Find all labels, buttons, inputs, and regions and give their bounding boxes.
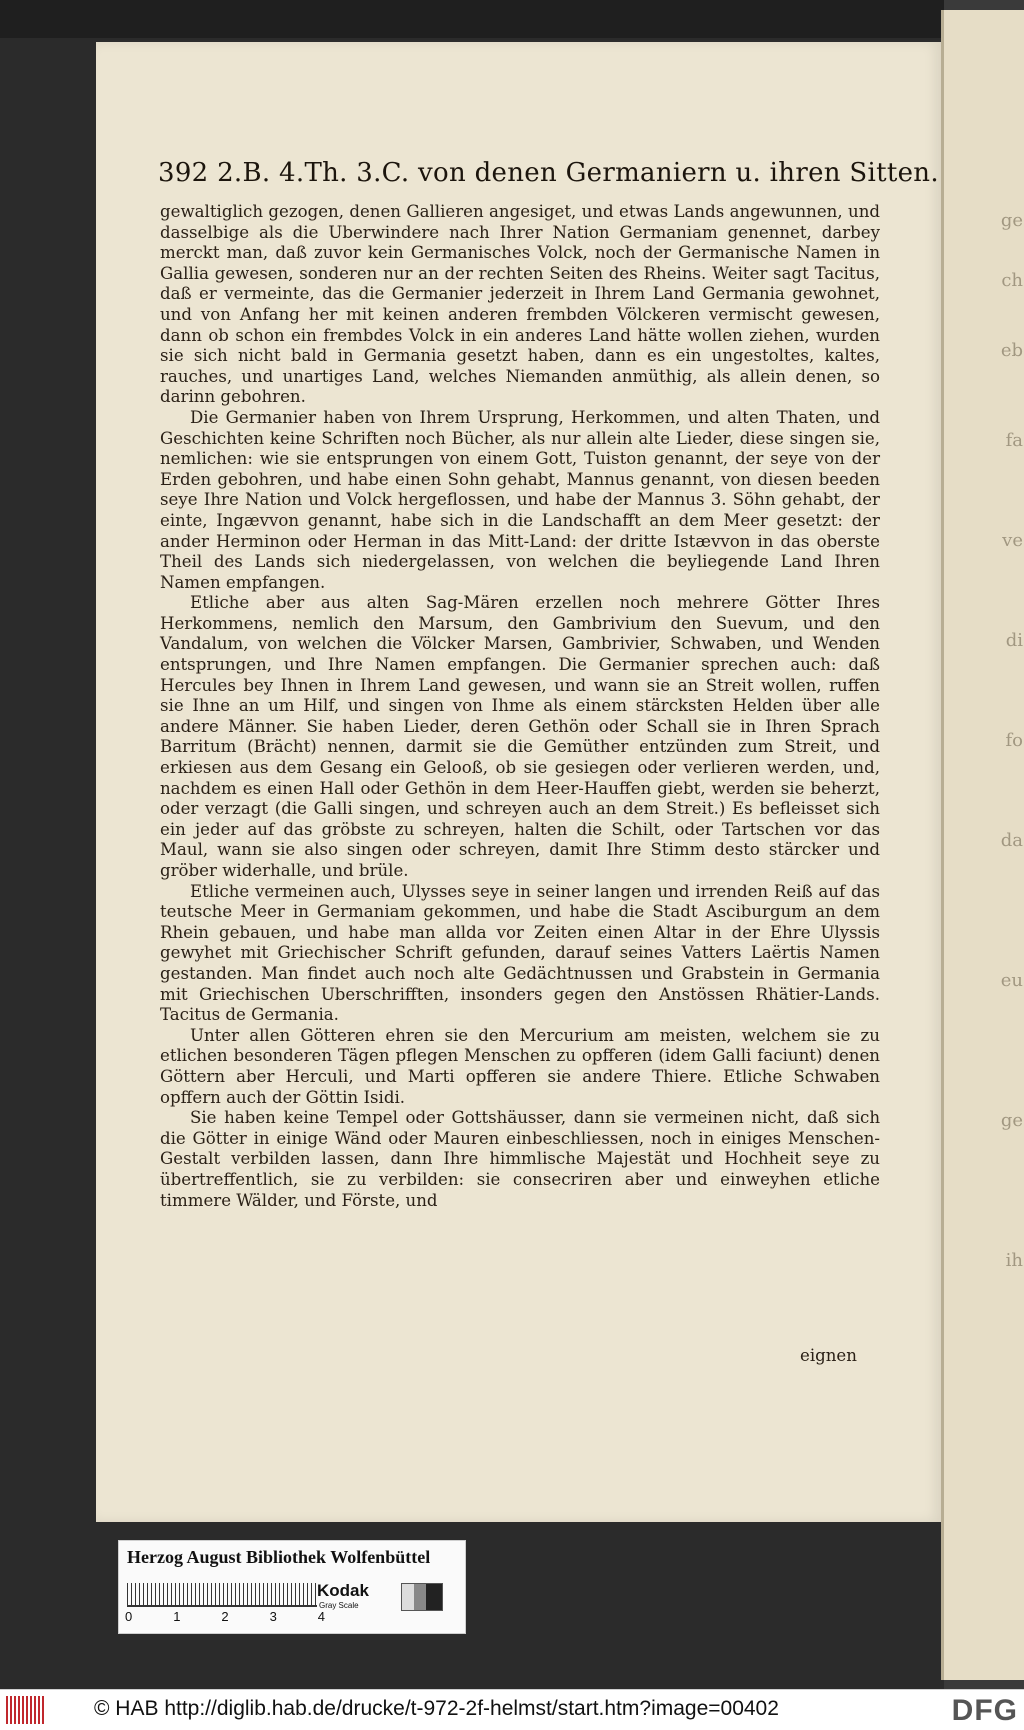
hab-logo-icon [6,1696,46,1724]
paragraph-4: Etliche vermeinen auch, Ulysses seye in seiner langen und irrenden Reiß auf das teutsche Meer in Germaniam gekommen, und habe die Stadt Asciburgum an dem Rhein gebauen, und habe man allda vor Zeiten einen Altar in der Ehre Ulyssis gewyhet mit Griechischer Schrift gefunden, darauf seines Vatters Laërtis Namen gestanden. Man findet auch noch alte Gedächtnussen und Grabstein in Germania mit Griechischen Uberschrifften, insonders gegen den Anstössen Rhätier-Lands. Tacitus de Germania. [160,881,880,1025]
ruler-scale [127,1583,317,1607]
paragraph-5: Unter allen Götteren ehren sie den Mercurium am meisten, welchem sie zu etlichen besonderen Tägen pflegen Menschen zu opfferen (idem Galli faciunt) denen Göttern aber Herculi, und Marti opfferen sie andere Thiere. Etliche Schwaben opffern auch der Göttin Isidi. [160,1025,880,1107]
ruler-mark: 0 [125,1609,133,1624]
ruler-mark: 2 [221,1609,229,1624]
gray-swatch [401,1583,443,1611]
ruler-mark: 4 [317,1609,325,1624]
running-header: 392 2.B. 4.Th. 3.C. von denen Germaniern u. ihren Sitten. [158,158,939,188]
paragraph-6: Sie haben keine Tempel oder Gottshäusser, dann sie vermeinen nicht, daß sich die Götter in einige Wänd oder Mauren einbeschliessen, noch in einiges Menschen-Gestalt verbilden lassen, dann Ihre himmlische Majestät und Hochheit seye zu übertreffentlich, sie zu verbilden: sie consecriren aber und einweyhen etliche timmere Wälder, und Förste, und [160,1108,880,1210]
ruler-labels [125,1609,325,1624]
color-calibration-card [118,1540,466,1634]
footer-bar [0,1689,1024,1730]
dfg-logo: DFG [951,1694,1018,1727]
adjacent-page-edge: ge ch eb fa ve di fo da eu ge ih [941,10,1024,1680]
footer-citation-link[interactable]: © HAB http://diglib.hab.de/drucke/t-972-2f-helmst/start.htm?image=00402 [94,1697,779,1720]
paragraph-1: gewaltiglich gezogen, denen Gallieren angesiget, und etwas Lands angewunnen, und dasselbige als die Uberwindere nach Ihrer Nation Germaniam genennet, darbey merckt man, daß zuvor kein Germanisches Volck, noch der Germanische Namen in Gallia gewesen, sonderen nur an der rechten Seiten des Rheins. Weiter sagt Tacitus, daß er vermeinte, das die Germanier jederzeit in Ihrem Land Germania gewohnet, und von Anfang her mit keinen anderen frembden Völckeren vermischt gewesen, dann ob schon ein frembdes Volck in ein anderes Land hätte wollen ziehen, wurden sie sich nicht bald in Germania gesetzt haben, dann es ein ungestoltes, kaltes, rauches, und unartiges Land, welches Niemanden anmüthig, als allein denen, so darinn gebohren. [160,202,880,407]
gray-scale-label: Gray Scale [319,1601,359,1610]
body-text [160,202,880,1211]
paragraph-3: Etliche aber aus alten Sag-Mären erzellen noch mehrere Götter Ihres Herkommens, nemlich den Marsum, den Gambrivium den Suevum, und den Vandalum, von welchen die Völcker Marsen, Gambrivier, Schwaben, und Wenden entsprungen, und Ihre Namen empfangen. Die Germanier sprechen auch: daß Hercules bey Ihnen in Ihrem Land gewesen, und wann sie an Streit wollen, ruffen sie Ihne an um Hilf, und singen von Ihme als einem stärcksten Helden über alle andere Männer. Sie haben Lieder, deren Gethön oder Schall sie in Ihren Sprach Barritum (Brächt) nennen, darmit sie die Gemüther entzünden zum Streit, und erkiesen aus dem Gesang ein Gelooß, ob sie gesiegen oder verlieren werden, und, nachdem es einen Hall oder Gethön in dem Heer-Hauffen giebt, werden sie beherzt, oder verzagt (die Galli singen, und schreyen auch an dem Streit.) Es befleisset sich ein jeder auf das gröbste zu schreyen, halten die Schilt, oder Tartschen vor das Maul, wann sie also singen oder schreyen, damit Ihre Stimm desto stärcker und gröber widerhalle, und brüle. [160,593,880,880]
kodak-logo: Kodak [317,1581,369,1600]
library-name: Herzog August Bibliothek Wolfenbüttel [127,1547,431,1567]
paragraph-2: Die Germanier haben von Ihrem Ursprung, Herkommen, und alten Thaten, und Geschichten keine Schriften noch Bücher, als nur allein alte Lieder, diese singen sie, nemlichen: wie sie entsprungen von einem Gott, Tuiston genannt, der seye von der Erden gebohren, und habe einen Sohn gehabt, Mannus genannt, von diesen beeden seye Ihre Nation und Volck hergeflossen, und habe der Mannus 3. Söhn gehabt, der einte, Ingævvon genannt, habe sich in die Landschafft an dem Meer gesetzt: der ander Herminon oder Herman in das Mitt-Land: der dritte Istævvon in das oberste Theil des Lands sich niedergelassen, von welchen die beyliegende Land Ihren Namen empfangen. [160,407,880,592]
scanner-top-strip [0,0,1024,38]
catchword: eignen [800,1346,857,1365]
ruler-mark: 1 [173,1609,181,1624]
ruler-mark: 3 [269,1609,277,1624]
